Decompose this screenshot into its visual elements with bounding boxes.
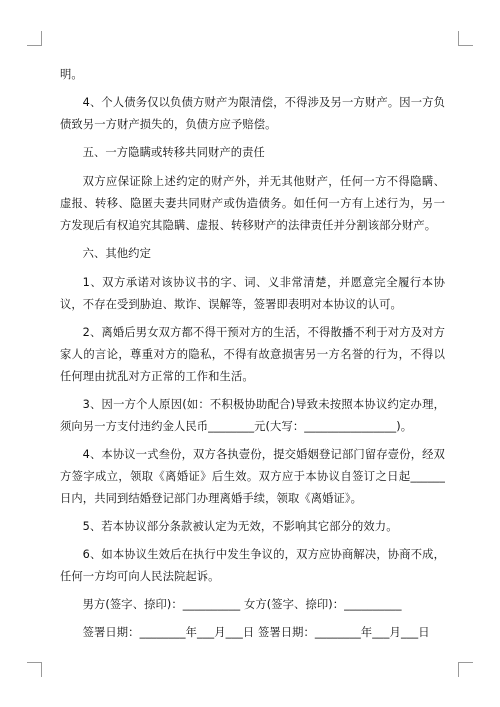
clause-property-guarantee: 双方应保证除上述约定的财产外，并无其他财产，任何一方不得隐瞒、虚报、转移、隐匿夫妻共同财产或伪造债务。如任何一方有上述行为，另一方发现后有权追究其隐瞒、虚报、转移财产的法律责任并分割该部分财产。: [60, 175, 445, 232]
clause-other-3: 3、因一方个人原因(如：不积极协助配合)导致未按照本协议约定办理，须向另一方支付违约金人民币________元(大写：________________)。: [60, 398, 445, 433]
clause-other-4: 4、本协议一式叁份，双方各执壹份，提交婚姻登记部门留存壹份，经双方签字成立，领取《离婚证》后生效。双方应于本协议自签订之日起______日内，共同到结婚登记部门办理离婚手续，领取《离婚证》。: [60, 448, 445, 505]
crop-mark-bottom-right: [458, 662, 473, 677]
crop-mark-top-left: [27, 31, 42, 46]
clause-other-1: 1、双方承诺对该协议书的字、词、义非常清楚，并愿意完全履行本协议，不存在受到胁迫、欺诈、误解等，签署即表明对本协议的认可。: [60, 276, 445, 311]
crop-mark-top-right: [458, 31, 473, 46]
signature-line: 男方(签字、捺印)：__________ 女方(签字、捺印)：__________: [82, 598, 402, 611]
section-heading-five: 五、一方隐瞒或转移共同财产的责任: [82, 146, 265, 159]
clause-other-5: 5、若本协议部分条款被认定为无效，不影响其它部分的效力。: [82, 520, 398, 533]
clause-other-2: 2、离婚后男女双方都不得干预对方的生活，不得散播不利于对方及对方家人的言论，尊重对方的隐私，不得有故意损害另一方名誉的行为，不得以任何理由扰乱对方正常的工作和生活。: [60, 326, 445, 383]
document-body: [60, 64, 445, 650]
section-heading-six: 六、其他约定: [82, 247, 151, 260]
clause-personal-debt: 4、个人债务仅以负债方财产为限清偿，不得涉及另一方财产。因一方负债致另一方财产损失的，负债方应予赔偿。: [60, 96, 445, 131]
crop-mark-bottom-left: [27, 662, 42, 677]
clause-other-6: 6、如本协议生效后在执行中发生争议的，双方应协商解决，协商不成，任何一方均可向人民法院起诉。: [60, 548, 445, 583]
paragraph-continuation: 明。: [60, 68, 83, 81]
signing-date-line: 签署日期：________年___月___日 签署日期：________年___月___日: [82, 626, 430, 639]
